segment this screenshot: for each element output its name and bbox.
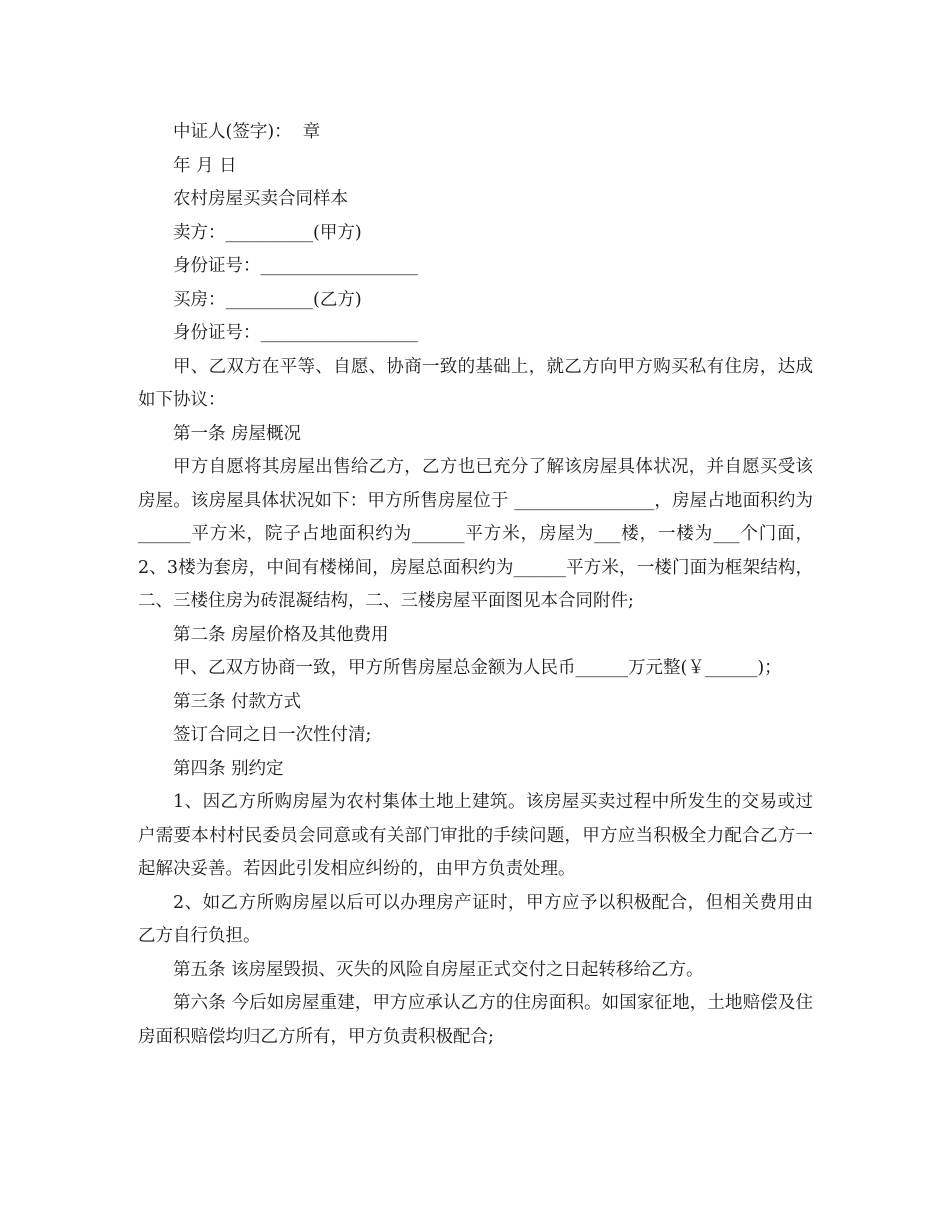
article-3-heading: 第三条 付款方式 xyxy=(173,691,302,712)
preamble-paragraph: 甲、乙双方在平等、自愿、协商一致的基础上，就乙方向甲方购买私有住房，达成如下协议： xyxy=(138,356,813,410)
article-2-body: 甲、乙双方协商一致，甲方所售房屋总金额为人民币______万元整(￥______)； xyxy=(173,658,782,678)
buyer-line: 买房：__________(乙方) xyxy=(173,289,362,310)
article-5-paragraph: 第五条 该房屋毁损、灭失的风险自房屋正式交付之日起转移给乙方。 xyxy=(173,959,704,980)
witness-signature-line: 中证人(签字)： 章 xyxy=(173,122,321,142)
article-4-clause-2: 2、如乙方所购房屋以后可以办理房产证时，甲方应予以积极配合，但相关费用由乙方自行负担。 xyxy=(138,892,813,946)
article-3-body: 签订合同之日一次性付清; xyxy=(173,725,372,745)
buyer-id-line: 身份证号：__________________ xyxy=(173,323,418,343)
article-6-paragraph: 第六条 今后如房屋重建，甲方应承认乙方的住房面积。如国家征地，土地赔偿及住房面积赔偿均归乙方所有，甲方负责积极配合; xyxy=(138,993,813,1047)
date-line: 年 月 日 xyxy=(173,155,237,176)
article-2-heading: 第二条 房屋价格及其他费用 xyxy=(173,624,389,645)
document-body xyxy=(138,116,813,1054)
article-1-body: 甲方自愿将其房屋出售给乙方，乙方也已充分了解该房屋具体状况，并自愿买受该房屋。该房屋具体状况如下：甲方所售房屋位于 ________________，房屋占地面积约为______平方米，院子占地面积约为______平方米，房屋为___楼，一楼为___个门面，2、3楼为套房，中间有楼梯间，房屋总面积约为______平方米，一楼门面为框架结构，二、三楼住房为砖混凝结构，二、三楼房屋平面图见本合同附件; xyxy=(138,457,813,611)
article-1-heading: 第一条 房屋概况 xyxy=(173,423,302,444)
seller-line: 卖方：__________(甲方) xyxy=(173,222,362,243)
article-4-clause-1: 1、因乙方所购房屋为农村集体土地上建筑。该房屋买卖过程中所发生的交易或过户需要本村村民委员会同意或有关部门审批的手续问题，甲方应当积极全力配合乙方一起解决妥善。若因此引发相应纠纷的，由甲方负责处理。 xyxy=(138,792,813,879)
contract-title: 农村房屋买卖合同样本 xyxy=(173,189,348,209)
article-4-heading: 第四条 别约定 xyxy=(173,758,284,779)
seller-id-line: 身份证号：__________________ xyxy=(173,256,418,276)
